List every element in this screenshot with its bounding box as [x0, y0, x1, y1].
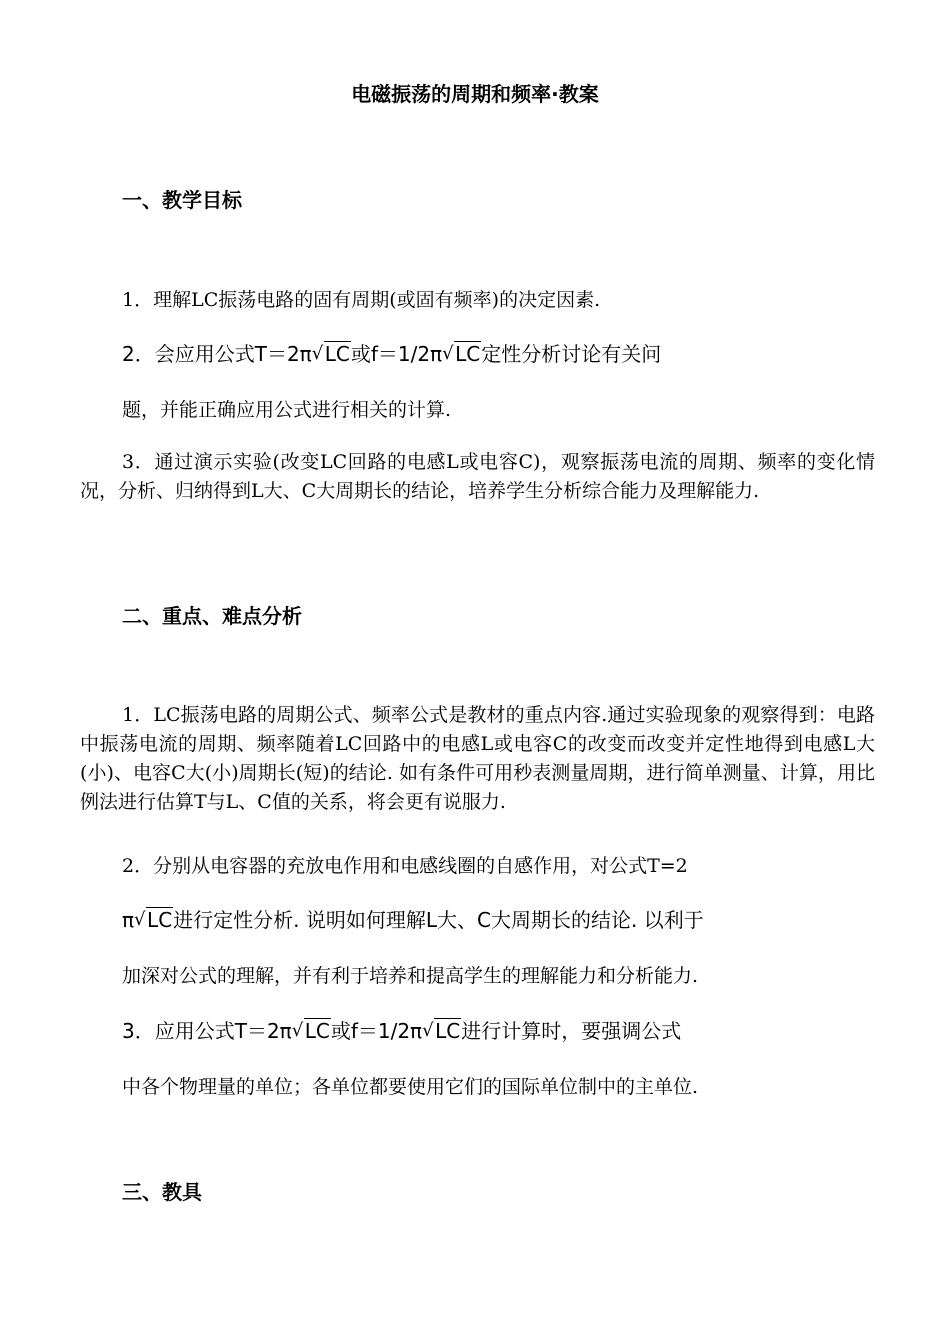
section-heading-teaching-aids: 三、教具 — [122, 1180, 202, 1204]
formula-text: 或f＝1/2π — [330, 1019, 423, 1043]
formula-text: 进行定性分析. 说明如何理解L大、C大周期长的结论. 以利于 — [173, 908, 704, 932]
section-heading-objectives: 一、教学目标 — [122, 188, 242, 212]
formula-text: 2．会应用公式T＝2π — [122, 342, 312, 366]
formula-text: 定性分析讨论有关问 — [481, 342, 662, 366]
key-point-item-2-continued: 加深对公式的理解，并有利于培养和提高学生的理解能力和分析能力. — [122, 965, 699, 987]
radicand: LC — [324, 342, 350, 366]
objective-item-1: 1．理解LC振荡电路的固有周期(或固有频率)的决定因素. — [122, 289, 601, 311]
key-point-item-2: 2．分别从电容器的充放电作用和电感线圈的自感作用，对公式T=2 — [122, 855, 688, 877]
radicand: LC — [455, 342, 481, 366]
key-point-item-3-continued: 中各个物理量的单位；各单位都要使用它们的国际单位制中的主单位. — [122, 1076, 699, 1098]
objective-item-3: 3．通过演示实验(改变LC回路的电感L或电容C)，观察振荡电流的周期、频率的变化情况，分析、归纳得到L大、C大周期长的结论，培养学生分析综合能力及理解能力. — [80, 451, 875, 502]
radicand: LC — [435, 1019, 461, 1043]
sqrt-symbol — [444, 340, 481, 369]
radicand: LC — [147, 908, 173, 932]
formula-text: π — [122, 908, 135, 932]
sqrt-symbol — [294, 1017, 331, 1046]
formula-text: 3．应用公式T＝2π — [122, 1019, 292, 1043]
key-point-item-2-formula — [122, 906, 917, 935]
sqrt-symbol — [314, 340, 351, 369]
objective-item-2-continued: 题，并能正确应用公式进行相关的计算. — [122, 399, 452, 421]
sqrt-symbol — [424, 1017, 461, 1046]
key-point-item-1: 1．LC振荡电路的周期公式、频率公式是教材的重点内容.通过实验现象的观察得到：电路中振荡电流的周期、频率随着LC回路中的电感L或电容C的改变而改变并定性地得到电感L大(小)、电容C大(小)周期长(短)的结论. 如有条件可用秒表测量周期，进行简单测量、计算，用比例法进行估算T与L、C值的关系，将会更有说服力. — [80, 704, 875, 813]
objective-item-2 — [122, 340, 917, 369]
formula-text: 或f＝1/2π — [350, 342, 443, 366]
sqrt-symbol — [136, 906, 173, 935]
formula-text: 进行计算时，要强调公式 — [461, 1019, 682, 1043]
key-point-item-3 — [122, 1017, 917, 1046]
section-heading-key-points: 二、重点、难点分析 — [122, 604, 302, 628]
document-title: 电磁振荡的周期和频率·教案 — [351, 82, 599, 106]
radicand: LC — [304, 1019, 330, 1043]
